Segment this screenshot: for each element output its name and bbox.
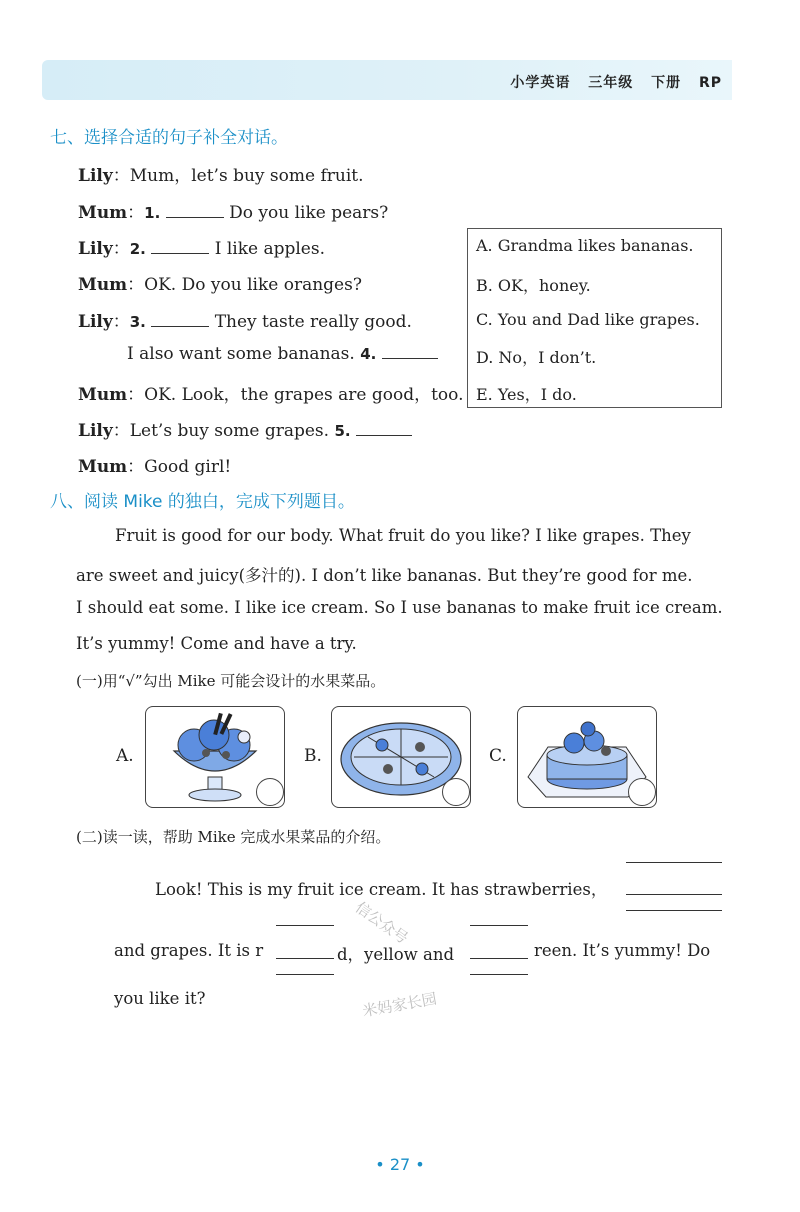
part2-title: (二)读一读，帮助 Mike 完成水果菜品的介绍。 [76,828,391,846]
answer-blank-4[interactable] [382,344,438,359]
part1-title: (一)用“√”勾出 Mike 可能会设计的水果菜品。 [76,672,386,690]
picture-b-label: B. [304,746,322,766]
answer-blank-2[interactable] [151,239,209,254]
option-c: C. You and Dad like grapes. [476,310,700,329]
answer-line-color-2c[interactable] [470,974,528,975]
answer-line-fruit-2[interactable] [626,894,722,895]
grade-label: 三年级 [588,75,634,91]
dialog-line-8: Lily：Let’s buy some grapes. 5. [78,416,412,441]
section7-title: 七、选择合适的句子补全对话。 [50,128,288,148]
check-circle-b[interactable] [442,778,470,806]
option-e: E. Yes，I do. [476,385,577,404]
section8-title: 八、阅读 Mike 的独白，完成下列题目。 [50,492,355,512]
check-circle-a[interactable] [256,778,284,806]
picture-a-label: A. [116,746,134,766]
dialog-line-5: Lily：3. They taste really good. [78,312,412,332]
passage-line-3: I should eat some. I like ice cream. So I use bananas to make fruit ice cream. [76,598,723,617]
option-b: B. OK，honey. [476,276,591,295]
dialog-line-2: Mum：1. Do you like pears? [78,203,389,223]
part2-line-1: Look! This is my fruit ice cream. It has strawberries， [155,880,608,899]
book-info [498,72,722,92]
dialog-line-1: Lily：Mum，let’s buy some fruit. [78,166,364,186]
option-d: D. No，I don’t. [476,348,597,367]
part2-line-2b: d，yellow and [337,945,455,964]
part2-line-3: you like it? [114,989,206,1008]
answer-line-color-2b[interactable] [470,958,528,959]
watermark-line-1: 信公众号 [351,898,412,948]
check-circle-c[interactable] [628,778,656,806]
answer-line-fruit-1[interactable] [626,862,722,863]
passage-line-2: are sweet and juicy(多汁的). I don’t like bananas. But they’re good for me. [76,566,693,585]
dialog-line-3: Lily：2. I like apples. [78,239,325,259]
passage-line-4: It’s yummy! Come and have a try. [76,634,357,653]
part2-line-2c: reen. It’s yummy! Do [534,941,711,960]
dialog-line-9: Mum：Good girl! [78,457,232,477]
picture-c-label: C. [489,746,507,766]
answer-blank-3[interactable] [151,312,209,327]
part2-line-2a: and grapes. It is r [114,941,264,960]
answer-line-color-1a[interactable] [276,925,334,926]
page-number: • 27 • [375,1155,425,1174]
answer-line-fruit-3[interactable] [626,910,722,911]
dialog-line-4: Mum：OK. Do you like oranges? [78,275,362,295]
passage-line-1: Fruit is good for our body. What fruit do you like? I like grapes. They [115,526,691,545]
answer-blank-5[interactable] [356,421,412,436]
subject-label: 小学英语 [510,75,571,91]
dialog-line-6: I also want some bananas. 4. [127,344,438,364]
watermark-line-2: 米妈家长园 [361,989,439,1021]
dialog-line-7: Mum：OK. Look，the grapes are good，too. [78,385,464,405]
option-a: A. Grandma likes bananas. [476,236,694,255]
answer-line-color-1c[interactable] [276,974,334,975]
answer-blank-1[interactable] [166,203,224,218]
volume-label: 下册 [651,75,682,91]
answer-line-color-2a[interactable] [470,925,528,926]
edition-label: RP [698,75,722,91]
answer-line-color-1b[interactable] [276,958,334,959]
options-box [467,228,722,408]
